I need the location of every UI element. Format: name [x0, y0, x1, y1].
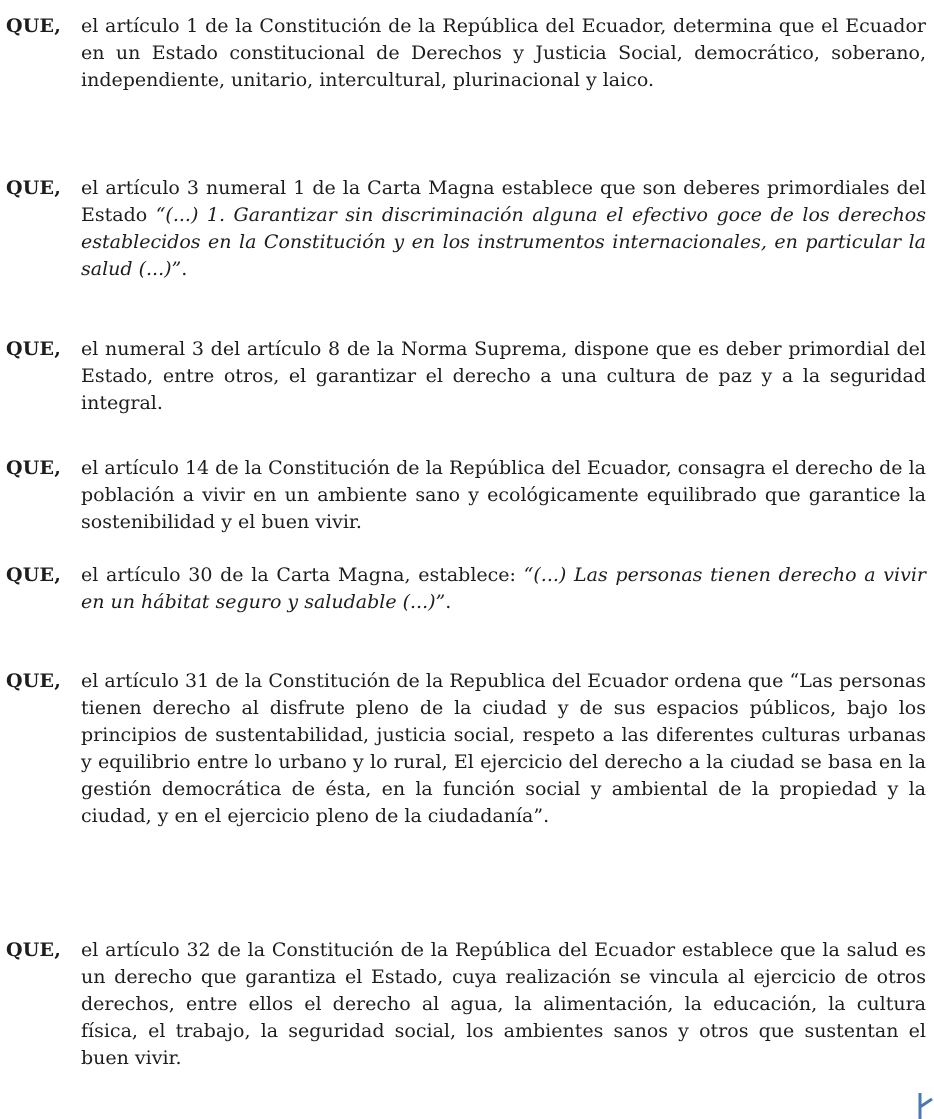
clause-text	[81, 175, 926, 283]
clause-7	[6, 937, 926, 1072]
clause-quote: “(...) 1. Garantizar sin discriminación alguna el efectivo goce de los derechos establecidos en la Constitución y en los instrumentos internacionales, en particular la salud (...)”	[81, 204, 926, 280]
clause-text-run: el artículo 32 de la Constitución de la República del Ecuador establece que la salud es un derecho que garantiza el Estado, cuya realización se vincula al ejercicio de otros derechos, entre ellos el derecho al agua, la alimentación, la educación, la cultura física, el trabajo, la seguridad social, los ambientes sanos y otros que sustentan el buen vivir.	[81, 939, 926, 1069]
clause-keyword: QUE,	[6, 457, 62, 479]
clause-text-run: .	[181, 258, 188, 280]
clause-text-run: el artículo 30 de la Carta Magna, establece:	[81, 564, 524, 586]
clause-keyword: QUE,	[6, 177, 62, 199]
clause-text-run: el artículo 3 numeral 1 de la Carta Magna establece que son deberes primordiales del Estado	[81, 177, 926, 226]
clause-text	[81, 455, 926, 536]
clause-1	[6, 13, 926, 94]
clause-keyword: QUE,	[6, 564, 62, 586]
clause-2	[6, 175, 926, 283]
clause-keyword: QUE,	[6, 670, 62, 692]
clause-3	[6, 336, 926, 417]
clause-4	[6, 455, 926, 536]
clause-keyword: QUE,	[6, 15, 62, 37]
clause-text-run: el artículo 1 de la Constitución de la República del Ecuador, determina que el Ecuador en un Estado constitucional de Derechos y Justicia Social, democrático, soberano, independiente, unitario, intercultural, plurinacional y laico.	[81, 15, 926, 91]
clause-quote: “(...) Las personas tienen derecho a vivir en un hábitat seguro y saludable (...)”	[81, 564, 927, 613]
clause-6	[6, 668, 926, 830]
clause-text	[81, 13, 926, 94]
clause-keyword: QUE,	[6, 939, 62, 961]
clause-text-run: el numeral 3 del artículo 8 de la Norma Suprema, dispone que es deber primordial del Estado, entre otros, el garantizar el derecho a una cultura de paz y a la seguridad integral.	[81, 338, 926, 414]
clause-text	[81, 937, 926, 1072]
clause-text	[81, 668, 926, 830]
clause-text	[81, 562, 926, 616]
clause-text-run: .	[445, 591, 452, 613]
margin-mark-icon	[912, 1087, 934, 1119]
clause-keyword: QUE,	[6, 338, 62, 360]
clause-text-run: el artículo 31 de la Constitución de la Republica del Ecuador ordena que “Las personas tienen derecho al disfrute pleno de la ciudad y de sus espacios públicos, bajo los principios de sustentabilidad, justicia social, respeto a las diferentes culturas urbanas y equilibrio entre lo urbano y lo rural, El ejercicio del derecho a la ciudad se basa en la gestión democrática de ésta, en la función social y ambiental de la propiedad y la ciudad, y en el ejercicio pleno de la ciudadanía”.	[81, 670, 926, 827]
clause-text-run: el artículo 14 de la Constitución de la República del Ecuador, consagra el derecho de la población a vivir en un ambiente sano y ecológicamente equilibrado que garantice la sostenibilidad y el buen vivir.	[81, 457, 926, 533]
clause-5	[6, 562, 926, 616]
clause-text	[81, 336, 926, 417]
